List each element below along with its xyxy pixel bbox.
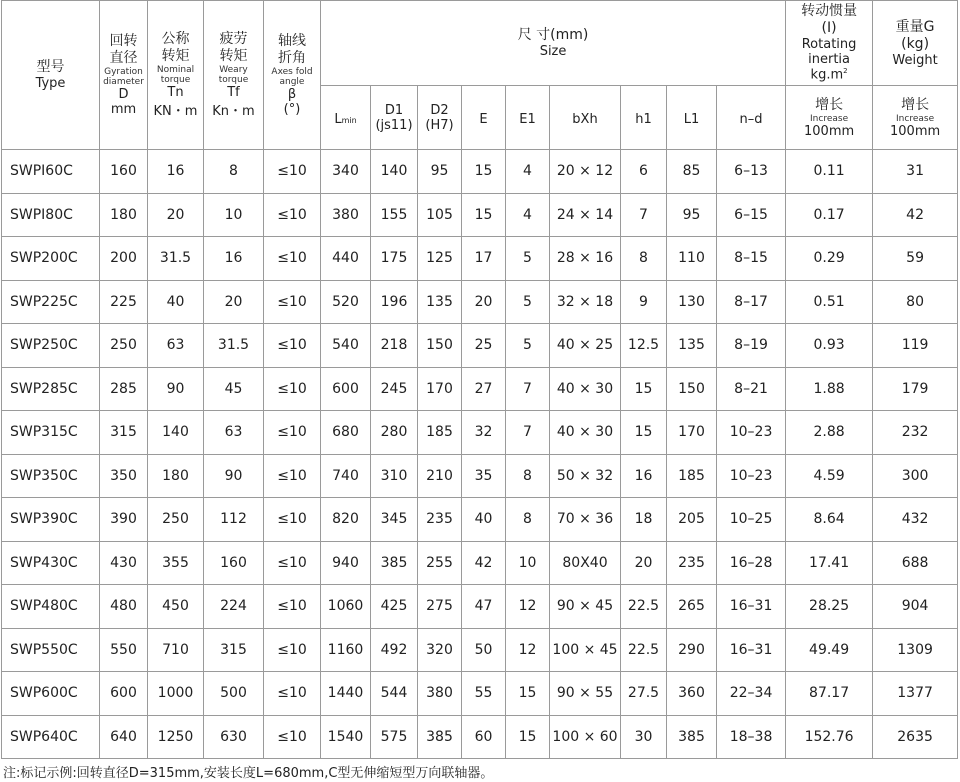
cell-model: SWP550C	[2, 628, 100, 672]
cell-tn: 16	[148, 150, 204, 194]
cell-e: 20	[462, 280, 506, 324]
cell-tf: 160	[204, 541, 264, 585]
cell-tf: 500	[204, 672, 264, 716]
cell-h1: 18	[621, 498, 667, 542]
cell-e: 27	[462, 367, 506, 411]
cell-l: 1060	[321, 585, 371, 629]
cell-model: SWP390C	[2, 498, 100, 542]
cell-e1: 15	[506, 715, 550, 759]
header-model: 型号 Type	[2, 1, 100, 150]
cell-tf: 31.5	[204, 324, 264, 368]
cell-nd: 18–38	[717, 715, 786, 759]
header-l1: L1	[667, 86, 717, 150]
cell-bxh: 40 × 30	[550, 367, 621, 411]
cell-d2: 135	[418, 280, 462, 324]
cell-tf: 20	[204, 280, 264, 324]
cell-nd: 10–23	[717, 411, 786, 455]
cell-g: 300	[873, 454, 958, 498]
cell-i: 0.17	[786, 193, 873, 237]
cell-l: 520	[321, 280, 371, 324]
header-e1: E1	[506, 86, 550, 150]
cell-l1: 135	[667, 324, 717, 368]
cell-d1: 196	[371, 280, 418, 324]
header-nominal-torque: 公称 转矩 Nominal torque Tn KN・m	[148, 1, 204, 150]
cell-tf: 90	[204, 454, 264, 498]
cell-d2: 170	[418, 367, 462, 411]
cell-l1: 110	[667, 237, 717, 281]
header-nd: n–d	[717, 86, 786, 150]
header-axes-angle: 轴线 折角 Axes fold angle β (°)	[264, 1, 321, 150]
cell-tn: 40	[148, 280, 204, 324]
cell-l1: 290	[667, 628, 717, 672]
cell-i: 0.11	[786, 150, 873, 194]
cell-tf: 45	[204, 367, 264, 411]
cell-d2: 125	[418, 237, 462, 281]
cell-nd: 16–31	[717, 628, 786, 672]
cell-bxh: 90 × 55	[550, 672, 621, 716]
cell-h1: 6	[621, 150, 667, 194]
cell-d1: 155	[371, 193, 418, 237]
cell-e: 15	[462, 150, 506, 194]
cell-tf: 315	[204, 628, 264, 672]
cell-tf: 16	[204, 237, 264, 281]
cell-d: 480	[100, 585, 148, 629]
cell-g: 688	[873, 541, 958, 585]
cell-tn: 31.5	[148, 237, 204, 281]
cell-beta: ≤10	[264, 454, 321, 498]
footnote: 注:标记示例:回转直径D=315mm,安装长度L=680mm,C型无伸缩短型万向联轴器。	[3, 766, 494, 781]
cell-beta: ≤10	[264, 367, 321, 411]
cell-g: 1377	[873, 672, 958, 716]
cell-i: 0.51	[786, 280, 873, 324]
cell-d: 430	[100, 541, 148, 585]
cell-beta: ≤10	[264, 324, 321, 368]
cell-tf: 112	[204, 498, 264, 542]
cell-nd: 8–17	[717, 280, 786, 324]
cell-tn: 450	[148, 585, 204, 629]
cell-e1: 12	[506, 585, 550, 629]
cell-d2: 255	[418, 541, 462, 585]
cell-d: 160	[100, 150, 148, 194]
header-inertia: 转动惯量 (I) Rotating inertia $kg.m^2$	[786, 1, 873, 86]
cell-nd: 16–28	[717, 541, 786, 585]
cell-i: 87.17	[786, 672, 873, 716]
cell-model: SWPI60C	[2, 150, 100, 194]
cell-g: 80	[873, 280, 958, 324]
cell-e1: 4	[506, 193, 550, 237]
cell-bxh: 80X40	[550, 541, 621, 585]
table-row	[2, 628, 958, 672]
cell-model: SWP315C	[2, 411, 100, 455]
cell-d1: 175	[371, 237, 418, 281]
header-d2: D2 (H7)	[418, 86, 462, 150]
cell-model: SWP225C	[2, 280, 100, 324]
cell-model: SWP200C	[2, 237, 100, 281]
cell-i: 8.64	[786, 498, 873, 542]
cell-i: 17.41	[786, 541, 873, 585]
cell-d2: 150	[418, 324, 462, 368]
table-row	[2, 454, 958, 498]
cell-nd: 8–21	[717, 367, 786, 411]
cell-tn: 250	[148, 498, 204, 542]
cell-l: 380	[321, 193, 371, 237]
cell-l1: 130	[667, 280, 717, 324]
cell-i: 4.59	[786, 454, 873, 498]
cell-nd: 8–19	[717, 324, 786, 368]
cell-e1: 8	[506, 498, 550, 542]
cell-d1: 140	[371, 150, 418, 194]
cell-e1: 5	[506, 237, 550, 281]
table-row	[2, 715, 958, 759]
table-row	[2, 324, 958, 368]
cell-l: 1440	[321, 672, 371, 716]
table-row	[2, 280, 958, 324]
cell-d1: 385	[371, 541, 418, 585]
cell-d1: 245	[371, 367, 418, 411]
cell-d1: 280	[371, 411, 418, 455]
header-h1: h1	[621, 86, 667, 150]
cell-tn: 20	[148, 193, 204, 237]
cell-e: 60	[462, 715, 506, 759]
cell-model: SWP480C	[2, 585, 100, 629]
cell-model: SWP600C	[2, 672, 100, 716]
cell-tn: 90	[148, 367, 204, 411]
cell-nd: 16–31	[717, 585, 786, 629]
cell-i: 2.88	[786, 411, 873, 455]
cell-i: 152.76	[786, 715, 873, 759]
header-weight-increase: 增长 Increase 100mm	[873, 86, 958, 150]
cell-beta: ≤10	[264, 541, 321, 585]
cell-l: 940	[321, 541, 371, 585]
cell-g: 232	[873, 411, 958, 455]
cell-h1: 8	[621, 237, 667, 281]
cell-bxh: 24 × 14	[550, 193, 621, 237]
cell-bxh: 32 × 18	[550, 280, 621, 324]
cell-d: 550	[100, 628, 148, 672]
cell-d1: 425	[371, 585, 418, 629]
cell-tn: 355	[148, 541, 204, 585]
header-inertia-increase: 增长 Increase 100mm	[786, 86, 873, 150]
cell-l1: 385	[667, 715, 717, 759]
cell-h1: 22.5	[621, 585, 667, 629]
table-row	[2, 498, 958, 542]
cell-tf: 224	[204, 585, 264, 629]
cell-beta: ≤10	[264, 498, 321, 542]
cell-bxh: 40 × 25	[550, 324, 621, 368]
cell-h1: 9	[621, 280, 667, 324]
cell-l1: 85	[667, 150, 717, 194]
cell-nd: 10–23	[717, 454, 786, 498]
cell-l: 600	[321, 367, 371, 411]
cell-tf: 630	[204, 715, 264, 759]
cell-i: 1.88	[786, 367, 873, 411]
cell-beta: ≤10	[264, 193, 321, 237]
cell-d2: 320	[418, 628, 462, 672]
cell-h1: 30	[621, 715, 667, 759]
cell-d1: 575	[371, 715, 418, 759]
cell-g: 119	[873, 324, 958, 368]
cell-beta: ≤10	[264, 672, 321, 716]
cell-l1: 360	[667, 672, 717, 716]
cell-l: 340	[321, 150, 371, 194]
cell-h1: 15	[621, 411, 667, 455]
cell-d2: 235	[418, 498, 462, 542]
cell-h1: 15	[621, 367, 667, 411]
cell-model: SWPI80C	[2, 193, 100, 237]
cell-h1: 7	[621, 193, 667, 237]
cell-model: SWP350C	[2, 454, 100, 498]
cell-d: 600	[100, 672, 148, 716]
cell-h1: 20	[621, 541, 667, 585]
cell-d: 250	[100, 324, 148, 368]
cell-i: 28.25	[786, 585, 873, 629]
cell-e: 55	[462, 672, 506, 716]
cell-nd: 6–13	[717, 150, 786, 194]
header-weight: 重量G (kg) Weight	[873, 1, 958, 86]
cell-e: 17	[462, 237, 506, 281]
cell-l: 440	[321, 237, 371, 281]
cell-g: 59	[873, 237, 958, 281]
cell-l: 540	[321, 324, 371, 368]
cell-tn: 63	[148, 324, 204, 368]
cell-e: 50	[462, 628, 506, 672]
table-row	[2, 237, 958, 281]
header-bxh: bXh	[550, 86, 621, 150]
cell-l1: 170	[667, 411, 717, 455]
cell-bxh: 40 × 30	[550, 411, 621, 455]
cell-i: 0.29	[786, 237, 873, 281]
header-weary-torque: 疲劳 转矩 Weary torque Tf Kn・m	[204, 1, 264, 150]
cell-bxh: 20 × 12	[550, 150, 621, 194]
cell-d: 390	[100, 498, 148, 542]
table-row	[2, 585, 958, 629]
cell-tn: 1250	[148, 715, 204, 759]
cell-l1: 235	[667, 541, 717, 585]
cell-e: 25	[462, 324, 506, 368]
cell-nd: 8–15	[717, 237, 786, 281]
cell-h1: 12.5	[621, 324, 667, 368]
cell-d: 640	[100, 715, 148, 759]
header-e: E	[462, 86, 506, 150]
cell-d2: 385	[418, 715, 462, 759]
header-gyration: 回转 直径 Gyration diameter D mm	[100, 1, 148, 150]
cell-bxh: 90 × 45	[550, 585, 621, 629]
cell-beta: ≤10	[264, 585, 321, 629]
cell-e: 32	[462, 411, 506, 455]
cell-beta: ≤10	[264, 411, 321, 455]
cell-h1: 16	[621, 454, 667, 498]
cell-l: 680	[321, 411, 371, 455]
cell-d2: 380	[418, 672, 462, 716]
cell-beta: ≤10	[264, 237, 321, 281]
header-size: 尺 寸(mm) Size	[321, 1, 786, 86]
cell-e1: 4	[506, 150, 550, 194]
cell-d2: 210	[418, 454, 462, 498]
cell-e1: 5	[506, 324, 550, 368]
table-row	[2, 193, 958, 237]
cell-model: SWP285C	[2, 367, 100, 411]
cell-e1: 12	[506, 628, 550, 672]
cell-h1: 27.5	[621, 672, 667, 716]
cell-l1: 150	[667, 367, 717, 411]
table-row	[2, 541, 958, 585]
cell-d1: 492	[371, 628, 418, 672]
table-row	[2, 411, 958, 455]
cell-g: 432	[873, 498, 958, 542]
cell-d2: 105	[418, 193, 462, 237]
cell-l1: 265	[667, 585, 717, 629]
cell-nd: 6–15	[717, 193, 786, 237]
cell-tn: 710	[148, 628, 204, 672]
cell-d: 200	[100, 237, 148, 281]
cell-l: 820	[321, 498, 371, 542]
cell-d: 180	[100, 193, 148, 237]
cell-model: SWP430C	[2, 541, 100, 585]
cell-beta: ≤10	[264, 628, 321, 672]
cell-tf: 63	[204, 411, 264, 455]
cell-bxh: 70 × 36	[550, 498, 621, 542]
cell-d: 315	[100, 411, 148, 455]
cell-d: 285	[100, 367, 148, 411]
cell-l1: 95	[667, 193, 717, 237]
cell-e: 40	[462, 498, 506, 542]
cell-e: 47	[462, 585, 506, 629]
cell-model: SWP640C	[2, 715, 100, 759]
cell-d2: 95	[418, 150, 462, 194]
cell-d1: 345	[371, 498, 418, 542]
cell-l: 1540	[321, 715, 371, 759]
table-body	[2, 150, 958, 759]
cell-g: 42	[873, 193, 958, 237]
cell-nd: 22–34	[717, 672, 786, 716]
cell-g: 2635	[873, 715, 958, 759]
cell-d2: 185	[418, 411, 462, 455]
cell-beta: ≤10	[264, 280, 321, 324]
cell-beta: ≤10	[264, 150, 321, 194]
cell-d: 350	[100, 454, 148, 498]
spec-table	[1, 0, 958, 759]
cell-model: SWP250C	[2, 324, 100, 368]
cell-g: 1309	[873, 628, 958, 672]
cell-i: 49.49	[786, 628, 873, 672]
cell-bxh: 100 × 60	[550, 715, 621, 759]
cell-e1: 15	[506, 672, 550, 716]
cell-d: 225	[100, 280, 148, 324]
cell-g: 904	[873, 585, 958, 629]
cell-e: 35	[462, 454, 506, 498]
cell-l1: 205	[667, 498, 717, 542]
cell-h1: 22.5	[621, 628, 667, 672]
cell-e1: 5	[506, 280, 550, 324]
cell-e: 15	[462, 193, 506, 237]
cell-e1: 10	[506, 541, 550, 585]
cell-e: 42	[462, 541, 506, 585]
cell-d1: 310	[371, 454, 418, 498]
cell-g: 179	[873, 367, 958, 411]
cell-bxh: 50 × 32	[550, 454, 621, 498]
cell-e1: 7	[506, 411, 550, 455]
cell-tn: 140	[148, 411, 204, 455]
cell-d2: 275	[418, 585, 462, 629]
table-row	[2, 672, 958, 716]
cell-nd: 10–25	[717, 498, 786, 542]
cell-tn: 180	[148, 454, 204, 498]
cell-tf: 8	[204, 150, 264, 194]
cell-l: 740	[321, 454, 371, 498]
cell-bxh: 28 × 16	[550, 237, 621, 281]
header-lmin: Lmin	[321, 86, 371, 150]
table-row	[2, 367, 958, 411]
cell-g: 31	[873, 150, 958, 194]
cell-beta: ≤10	[264, 715, 321, 759]
cell-bxh: 100 × 45	[550, 628, 621, 672]
cell-tf: 10	[204, 193, 264, 237]
cell-tn: 1000	[148, 672, 204, 716]
cell-d1: 544	[371, 672, 418, 716]
table-row	[2, 150, 958, 194]
cell-i: 0.93	[786, 324, 873, 368]
cell-d1: 218	[371, 324, 418, 368]
header-d1: D1 (js11)	[371, 86, 418, 150]
cell-e1: 7	[506, 367, 550, 411]
cell-l1: 185	[667, 454, 717, 498]
cell-l: 1160	[321, 628, 371, 672]
cell-e1: 8	[506, 454, 550, 498]
